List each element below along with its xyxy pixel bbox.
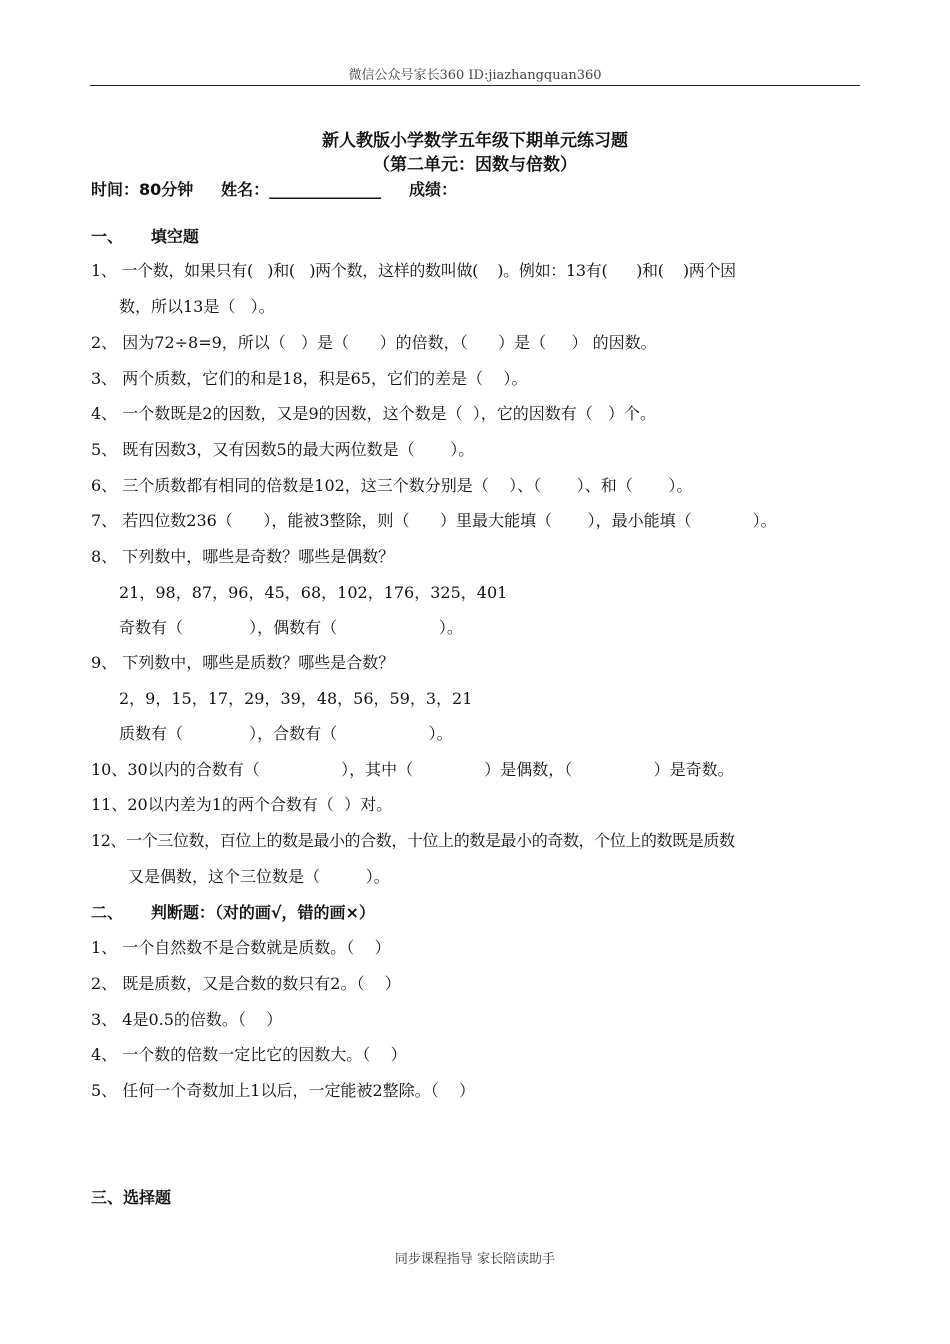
question-1-line-2: 数，所以13是（ ）。 bbox=[119, 297, 275, 316]
judge-1: 1、 一个自然数不是合数就是质数。（ ） bbox=[91, 938, 391, 957]
question-9-answer: 质数有（ ），合数有（ ）。 bbox=[119, 724, 453, 743]
judge-4: 4、 一个数的倍数一定比它的因数大。（ ） bbox=[91, 1045, 407, 1064]
header-rule bbox=[90, 85, 860, 86]
question-8-numbers: 21，98，87，96，45，68，102，176，325，401 bbox=[119, 583, 508, 602]
section-judge-heading: 二、 判断题：（对的画√，错的画×） bbox=[91, 903, 375, 922]
question-2: 2、 因为72÷8=9，所以（ ）是（ ）的倍数，（ ）是（ ） 的因数。 bbox=[91, 333, 657, 352]
judge-5: 5、 任何一个奇数加上1以后，一定能被2整除。（ ） bbox=[91, 1081, 475, 1100]
question-8-answer: 奇数有（ ），偶数有（ ）。 bbox=[119, 618, 463, 637]
question-9: 9、 下列数中，哪些是质数？哪些是合数？ bbox=[91, 653, 395, 672]
section-choice-heading: 三、选择题 bbox=[91, 1188, 172, 1207]
question-7: 7、 若四位数236（ ），能被3整除，则（ ）里最大能填（ ），最小能填（ ）。 bbox=[91, 511, 777, 530]
question-3: 3、 两个质数，它们的和是18，积是65，它们的差是（ ）。 bbox=[91, 369, 528, 388]
question-6: 6、 三个质数都有相同的倍数是102，这三个数分别是（ ）、（ ）、和（ ）。 bbox=[91, 476, 693, 495]
question-1-line-1: 1、 一个数，如果只有( )和( )两个数，这样的数叫做( )。例如：13有( )和( )两个因 bbox=[91, 261, 736, 280]
question-12-line-2: 又是偶数，这个三位数是（ ）。 bbox=[128, 867, 390, 886]
judge-2: 2、 既是质数，又是合数的数只有2。（ ） bbox=[91, 974, 401, 993]
page-header: 微信公众号家长360 ID:jiazhangquan360 bbox=[348, 68, 602, 83]
page-footer: 同步课程指导 家长陪读助手 bbox=[394, 1252, 556, 1267]
question-10: 10、30以内的合数有（ ），其中（ ）是偶数，（ ）是奇数。 bbox=[91, 760, 734, 779]
question-4: 4、 一个数既是2的因数，又是9的因数，这个数是（ ），它的因数有（ ）个。 bbox=[91, 404, 657, 423]
question-5: 5、 既有因数3，又有因数5的最大两位数是（ ）。 bbox=[91, 440, 475, 459]
question-9-numbers: 2，9，15，17，29，39，48，56，59，3，21 bbox=[119, 689, 473, 708]
judge-3: 3、 4是0.5的倍数。（ ） bbox=[91, 1010, 283, 1029]
section-fill-heading: 一、 填空题 bbox=[91, 227, 199, 246]
exam-meta-line: 时间：80分钟 姓名：______________ 成绩： bbox=[91, 180, 457, 199]
question-11: 11、20以内差为1的两个合数有（ ）对。 bbox=[91, 795, 393, 814]
document-subtitle: （第二单元：因数与倍数） bbox=[373, 155, 577, 175]
question-8: 8、 下列数中，哪些是奇数？哪些是偶数？ bbox=[91, 547, 395, 566]
document-title: 新人教版小学数学五年级下期单元练习题 bbox=[322, 131, 628, 151]
question-12-line-1: 12、一个三位数，百位上的数是最小的合数，十位上的数是最小的奇数，个位上的数既是质数 bbox=[91, 831, 735, 850]
